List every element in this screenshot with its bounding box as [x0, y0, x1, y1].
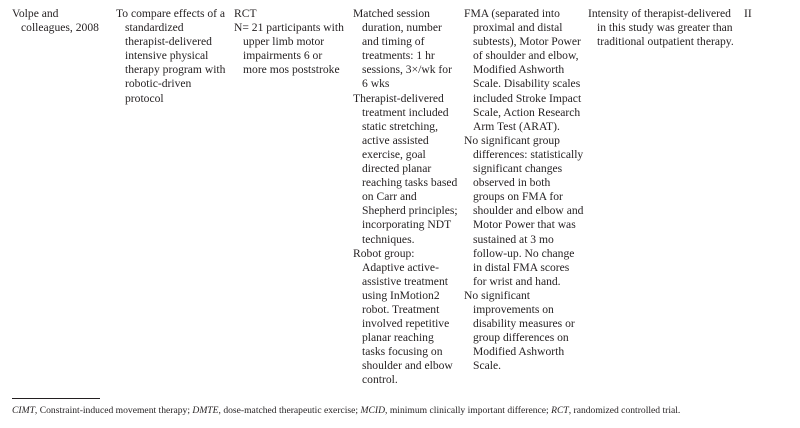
- footnote-def: , minimum clinically important difference;: [385, 405, 552, 416]
- outcome-item: No significant group differences: statistically significant changes observed in both groups on FMA for shoulder and elbow and Motor Power that was sustained at 3 mo follow-up. No change in distal FMA scores for wrist and hand.: [464, 133, 584, 288]
- evidence-table-row: [0, 7, 800, 387]
- intervention-cell: [353, 7, 459, 388]
- comments-cell: [588, 7, 738, 49]
- outcome-item: No significant improvements on disability measures or group differences on Modified Ashworth Scale.: [464, 288, 575, 373]
- footnote-def: , dose-matched therapeutic exercise;: [218, 405, 361, 416]
- abbreviation-footnote: [12, 405, 792, 417]
- design-cell: [234, 7, 346, 77]
- footnote-abbr: CIMT: [12, 405, 35, 416]
- evidence-level-cell: [744, 7, 784, 21]
- intervention-item: Therapist-delivered treatment included static stretching, active assisted exercise, goal directed planar reaching tasks based on Carr and Shepherd principles; incorporating NDT techniques.: [353, 91, 458, 246]
- footnote-abbr: RCT: [551, 405, 569, 416]
- design-type: RCT: [234, 7, 257, 20]
- study-author: Volpe and colleagues, 2008: [12, 7, 99, 35]
- footnote-def: , randomized controlled trial.: [568, 405, 681, 416]
- comments-text: Intensity of therapist-delivered in this study was greater than traditional outpatient therapy.: [588, 7, 734, 49]
- outcome-item: FMA (separated into proximal and distal subtests), Motor Power of shoulder and elbow, Modified Ashworth Scale. Disability scales included Stroke Impact Scale, Action Research Arm Test (ARAT).: [464, 7, 582, 133]
- design-participants: N= 21 participants with upper limb motor impairments 6 or more mos poststroke: [234, 21, 344, 77]
- intervention-item: Matched session duration, number and timing of treatments: 1 hr sessions, 3×/wk for 6 wks: [353, 7, 452, 91]
- intervention-item: Robot group: Adaptive active-assistive treatment using InMotion2 robot. Treatment involved repetitive planar reaching tasks focusing on shoulder and elbow control.: [353, 246, 453, 387]
- footnote-abbr: MCID: [360, 405, 386, 416]
- footnote-abbr: DMTE: [192, 405, 219, 416]
- footnote-divider: [12, 398, 100, 399]
- objective-text: To compare effects of a standardized therapist-delivered intensive physical therapy program with robotic-driven protocol: [116, 7, 226, 105]
- outcomes-cell: [464, 7, 584, 373]
- footnote-def: , Constraint-induced movement therapy;: [34, 405, 193, 416]
- objective-cell: [116, 7, 228, 106]
- evidence-level: II: [744, 7, 752, 20]
- study-cell: [12, 7, 112, 35]
